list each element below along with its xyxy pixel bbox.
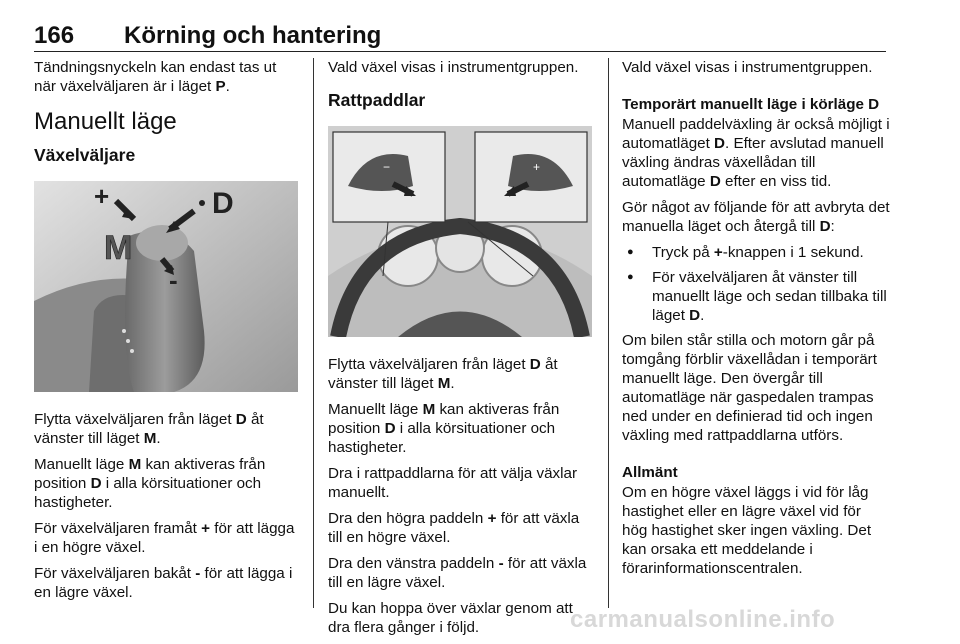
- plus-label: +: [94, 181, 110, 211]
- intro-paragraph: Tändningsnyckeln kan endast tas ut när växelväljaren är i läget P.: [34, 59, 277, 95]
- paragraph: Manuell paddelväxling är också möjligt i automatläget D. Efter avslutad manuell växling ändras växellådan till automatläge D efter en viss tid.: [622, 116, 890, 190]
- bullet-list: [622, 243, 890, 325]
- column-3: [622, 58, 890, 585]
- column-divider: [313, 58, 314, 608]
- header-rule: [34, 51, 886, 52]
- paragraph: Dra i rattpaddlarna för att välja växlar manuellt.: [328, 465, 578, 501]
- paragraph: Om bilen står stilla och motorn går på tomgång förblir växellådan i temporärt manuellt läge. Den övergår till automatläge när gaspedalen trampas ned under en definierad tid och ingen växling med rattpaddlarna utförs.: [622, 332, 877, 444]
- paragraph: Du kan hoppa över växlar genom att dra flera gånger i följd.: [328, 600, 573, 636]
- paragraph: Vald växel visas i instrumentgruppen.: [328, 59, 579, 76]
- paragraph: Dra den högra paddeln + för att växla till en högre växel.: [328, 510, 580, 546]
- paddle-minus-label: −: [383, 160, 391, 174]
- paragraph: Dra den vänstra paddeln - för att växla till en lägre växel.: [328, 555, 587, 591]
- list-item: ● Tryck på +-knappen i 1 sekund.: [652, 243, 890, 262]
- paragraph: Vald växel visas i instrumentgruppen.: [622, 59, 873, 76]
- paragraph: Flytta växelväljaren från läget D åt vänster till läget M.: [34, 411, 264, 447]
- paragraph: Flytta växelväljaren från läget D åt vänster till läget M.: [328, 356, 558, 392]
- subsection-heading: Växelväljare: [34, 145, 136, 165]
- minus-label: -: [169, 265, 178, 295]
- d-label: D: [212, 187, 234, 220]
- m-label: M: [104, 229, 133, 267]
- paddle-plus-label: +: [533, 160, 541, 174]
- subsection-heading: Allmänt: [622, 464, 678, 481]
- paragraph: Gör något av följande för att avbryta det manuella läget och återgå till D:: [622, 199, 890, 235]
- paragraph: För växelväljaren bakåt - för att lägga i en lägre växel.: [34, 565, 293, 601]
- watermark: carmanualsonline.info: [570, 606, 836, 633]
- subsection-heading: Temporärt manuellt läge i körläge D: [622, 96, 880, 113]
- list-item: ● För växelväljaren åt vänster till manuellt läge och sedan tillbaka till läget D.: [652, 268, 890, 325]
- paragraph: Manuellt läge M kan aktiveras från position D i alla körsituationer och hastigheter.: [34, 456, 266, 511]
- page-title: Körning och hantering: [124, 22, 382, 49]
- page-number: 166: [34, 22, 75, 49]
- paragraph: Om en högre växel läggs i vid för låg hastighet eller en lägre växel vid för hög hastighet sker ingen växling. Det kan orsaka ett meddelande i förarinformationscentralen.: [622, 484, 872, 577]
- section-heading: Manuellt läge: [34, 108, 177, 135]
- steering-paddles-figure: [328, 126, 592, 337]
- page-header: [34, 18, 886, 52]
- column-2: [328, 58, 596, 644]
- paragraph: För växelväljaren framåt + för att lägga i en högre växel.: [34, 520, 295, 556]
- column-divider: [608, 58, 609, 608]
- gear-selector-figure: [34, 181, 298, 392]
- paragraph: Manuellt läge M kan aktiveras från position D i alla körsituationer och hastigheter.: [328, 401, 560, 456]
- subsection-heading: Rattpaddlar: [328, 90, 426, 110]
- column-1: [34, 58, 302, 609]
